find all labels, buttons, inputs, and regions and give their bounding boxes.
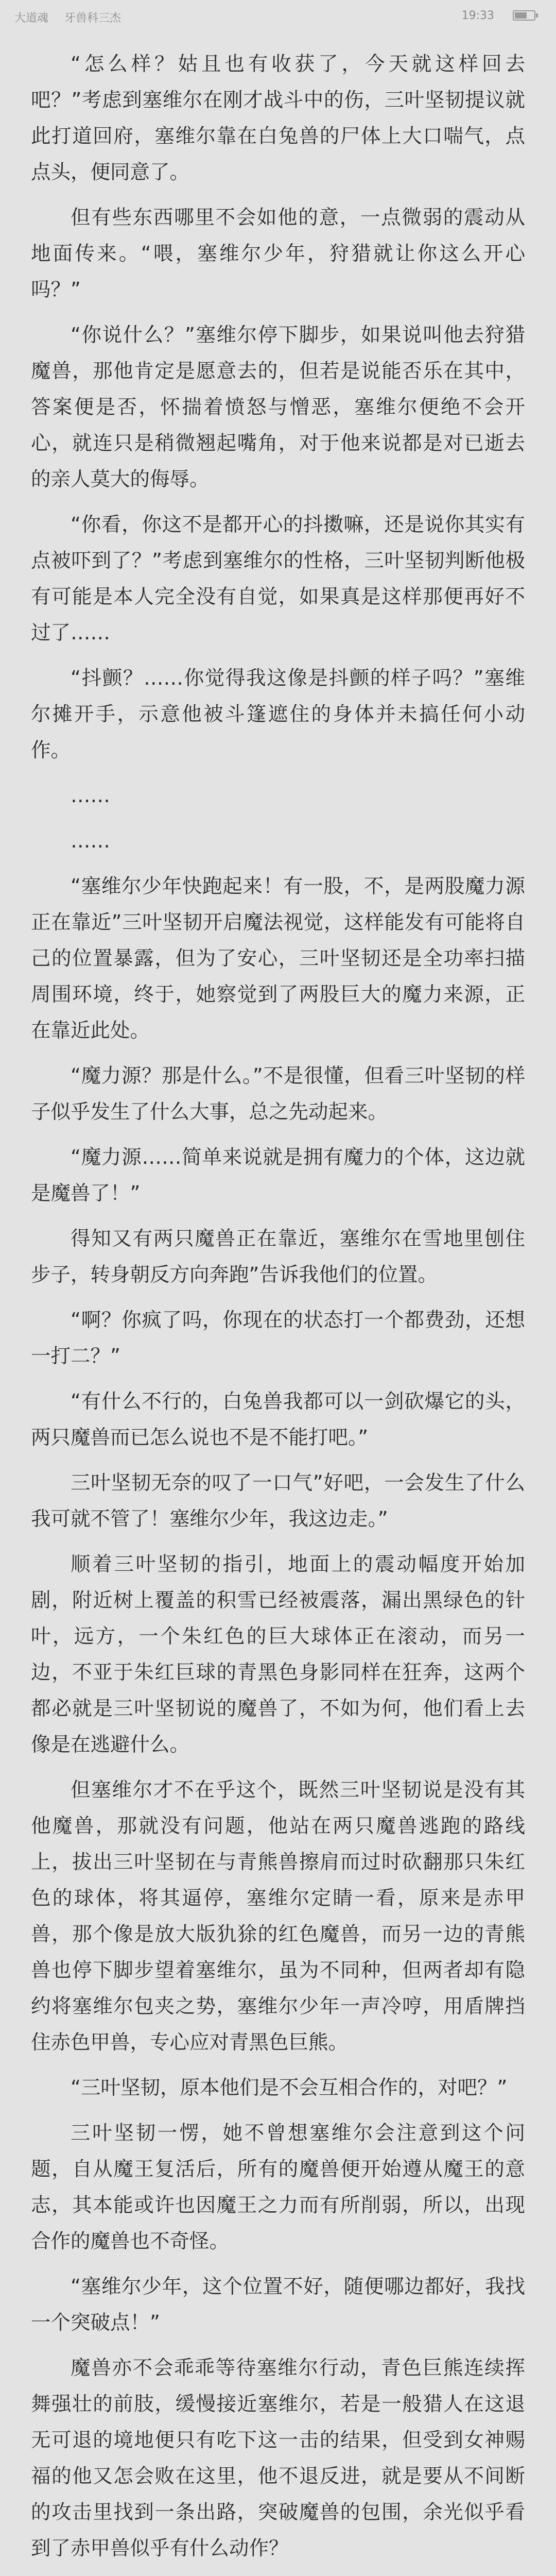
paragraph: 但塞维尔才不在乎这个，既然三叶坚韧说是没有其他魔兽，那就没有问题，他站在两只魔兽逃跑的路线上，拔出三叶坚韧在与青熊兽擦肩而过时砍翻那只朱红色的球体，将其逼停，塞维尔定睛一看，原来是赤甲兽，那个像是放大版犰狳的红色魔兽，而另一边的青熊兽也停下脚步望着塞维尔，虽为不同种，但两者却有隐约将塞维尔包夹之势，塞维尔少年一声冷哼，用盾牌挡住赤色甲兽，专心应对青黑色巨熊。: [31, 1778, 525, 2054]
battery-level-fill: [515, 12, 527, 19]
paragraph: “魔力源……简单来说就是拥有魔力的个体，这边就是魔兽了！”: [31, 1146, 525, 1205]
reading-header: [14, 9, 121, 25]
paragraph: “魔力源？那是什么。”不是很懂，但看三叶坚韧的样子似乎发生了什么大事，总之先动起来。: [31, 1064, 525, 1124]
paragraph: 顺着三叶坚韧的指引，地面上的震动幅度开始加剧，附近树上覆盖的积雪已经被震落，漏出黑绿色的针叶，远方，一个朱红色的巨大球体正在滚动，而另一边，不亚于朱红巨球的青黑色身影同样在狂奔，这两个都必就是三叶坚韧说的魔兽了，不如为何，他们看上去像是在逃避什么。: [31, 1553, 525, 1756]
battery-icon: [513, 10, 535, 21]
chapter-text[interactable]: [31, 46, 525, 2576]
chapter-title: 牙兽科三杰: [64, 12, 121, 25]
paragraph: “怎么样？姑且也有收获了，今天就这样回去吧？”考虑到塞维尔在刚才战斗中的伤，三叶坚韧提议就此打道回府，塞维尔靠在白兔兽的尸体上大口喘气，点点头，便同意了。: [31, 53, 525, 184]
paragraph: 得知又有两只魔兽正在靠近，塞维尔在雪地里刨住步子，转身朝反方向奔跑”告诉我他们的位置。: [31, 1227, 525, 1286]
clock-time: 19:33: [461, 9, 494, 22]
book-title: 大道魂: [14, 12, 49, 25]
paragraph: 三叶坚韧一愣，她不曾想塞维尔会注意到这个问题，自从魔王复活后，所有的魔兽便开始遵从魔王的意志，其本能或许也因魔王之力而有所削弱，所以，出现合作的魔兽也不奇怪。: [31, 2122, 525, 2253]
paragraph: “塞维尔少年，这个位置不好，随便哪边都好，我找一个突破点！”: [31, 2275, 525, 2334]
paragraph: 三叶坚韧无奈的叹了一口气”好吧，一会发生了什么我可就不管了！塞维尔少年，我这边走。”: [31, 1471, 525, 1531]
paragraph: “有什么不行的，白兔兽我都可以一剑砍爆它的头，两只魔兽而已怎么说也不是不能打吧。”: [31, 1390, 525, 1449]
paragraph: “你说什么？”塞维尔停下脚步，如果说叫他去狩猎魔兽，那他肯定是愿意去的，但若是说能否乐在其中，答案便是否，怀揣着愤怒与憎恶，塞维尔便绝不会开心，就连只是稍微翘起嘴角，对于他来说都是对已逝去的亲人莫大的侮辱。: [31, 324, 525, 491]
paragraph: “塞维尔少年快跑起来！有一股，不，是两股魔力源正在靠近”三叶坚韧开启魔法视觉，这样能发有可能将自己的位置暴露，但为了安心，三叶坚韧还是全功率扫描周围环境，终于，她察觉到了两股巨大的魔力来源，正在靠近此处。: [31, 875, 525, 1042]
paragraph: “抖颤？……你觉得我这像是抖颤的样子吗？”塞维尔摊开手，示意他被斗篷遮住的身体并未搞任何小动作。: [31, 667, 525, 762]
paragraph: ……: [71, 829, 110, 853]
status-bar: [0, 0, 556, 36]
paragraph: 但有些东西哪里不会如他的意，一点微弱的震动从地面传来。“喂，塞维尔少年，狩猎就让你这么开心吗？”: [31, 206, 525, 301]
paragraph: “你看，你这不是都开心的抖擞嘛，还是说你其实有点被吓到了？”考虑到塞维尔的性格，三叶坚韧判断他极有可能是本人完全没有自觉，如果真是这样那便再好不过了……: [31, 513, 525, 645]
paragraph: “三叶坚韧，原本他们是不会互相合作的，对吧？”: [71, 2076, 508, 2099]
paragraph: “啊？你疯了吗，你现在的状态打一个都费劲，还想一打二？”: [31, 1309, 525, 1368]
paragraph: ……: [71, 784, 110, 807]
paragraph: 魔兽亦不会乖乖等待塞维尔行动，青色巨熊连续挥舞强壮的前肢，缓慢接近塞维尔，若是一般猎人在这退无可退的境地便只有吃下这一击的结果，但受到女神赐福的他又怎会败在这里，他不退反进，就是要从不间断的攻击里找到一条出路，突破魔兽的包围，余光似乎看到了赤甲兽似乎有什么动作？: [31, 2357, 525, 2560]
